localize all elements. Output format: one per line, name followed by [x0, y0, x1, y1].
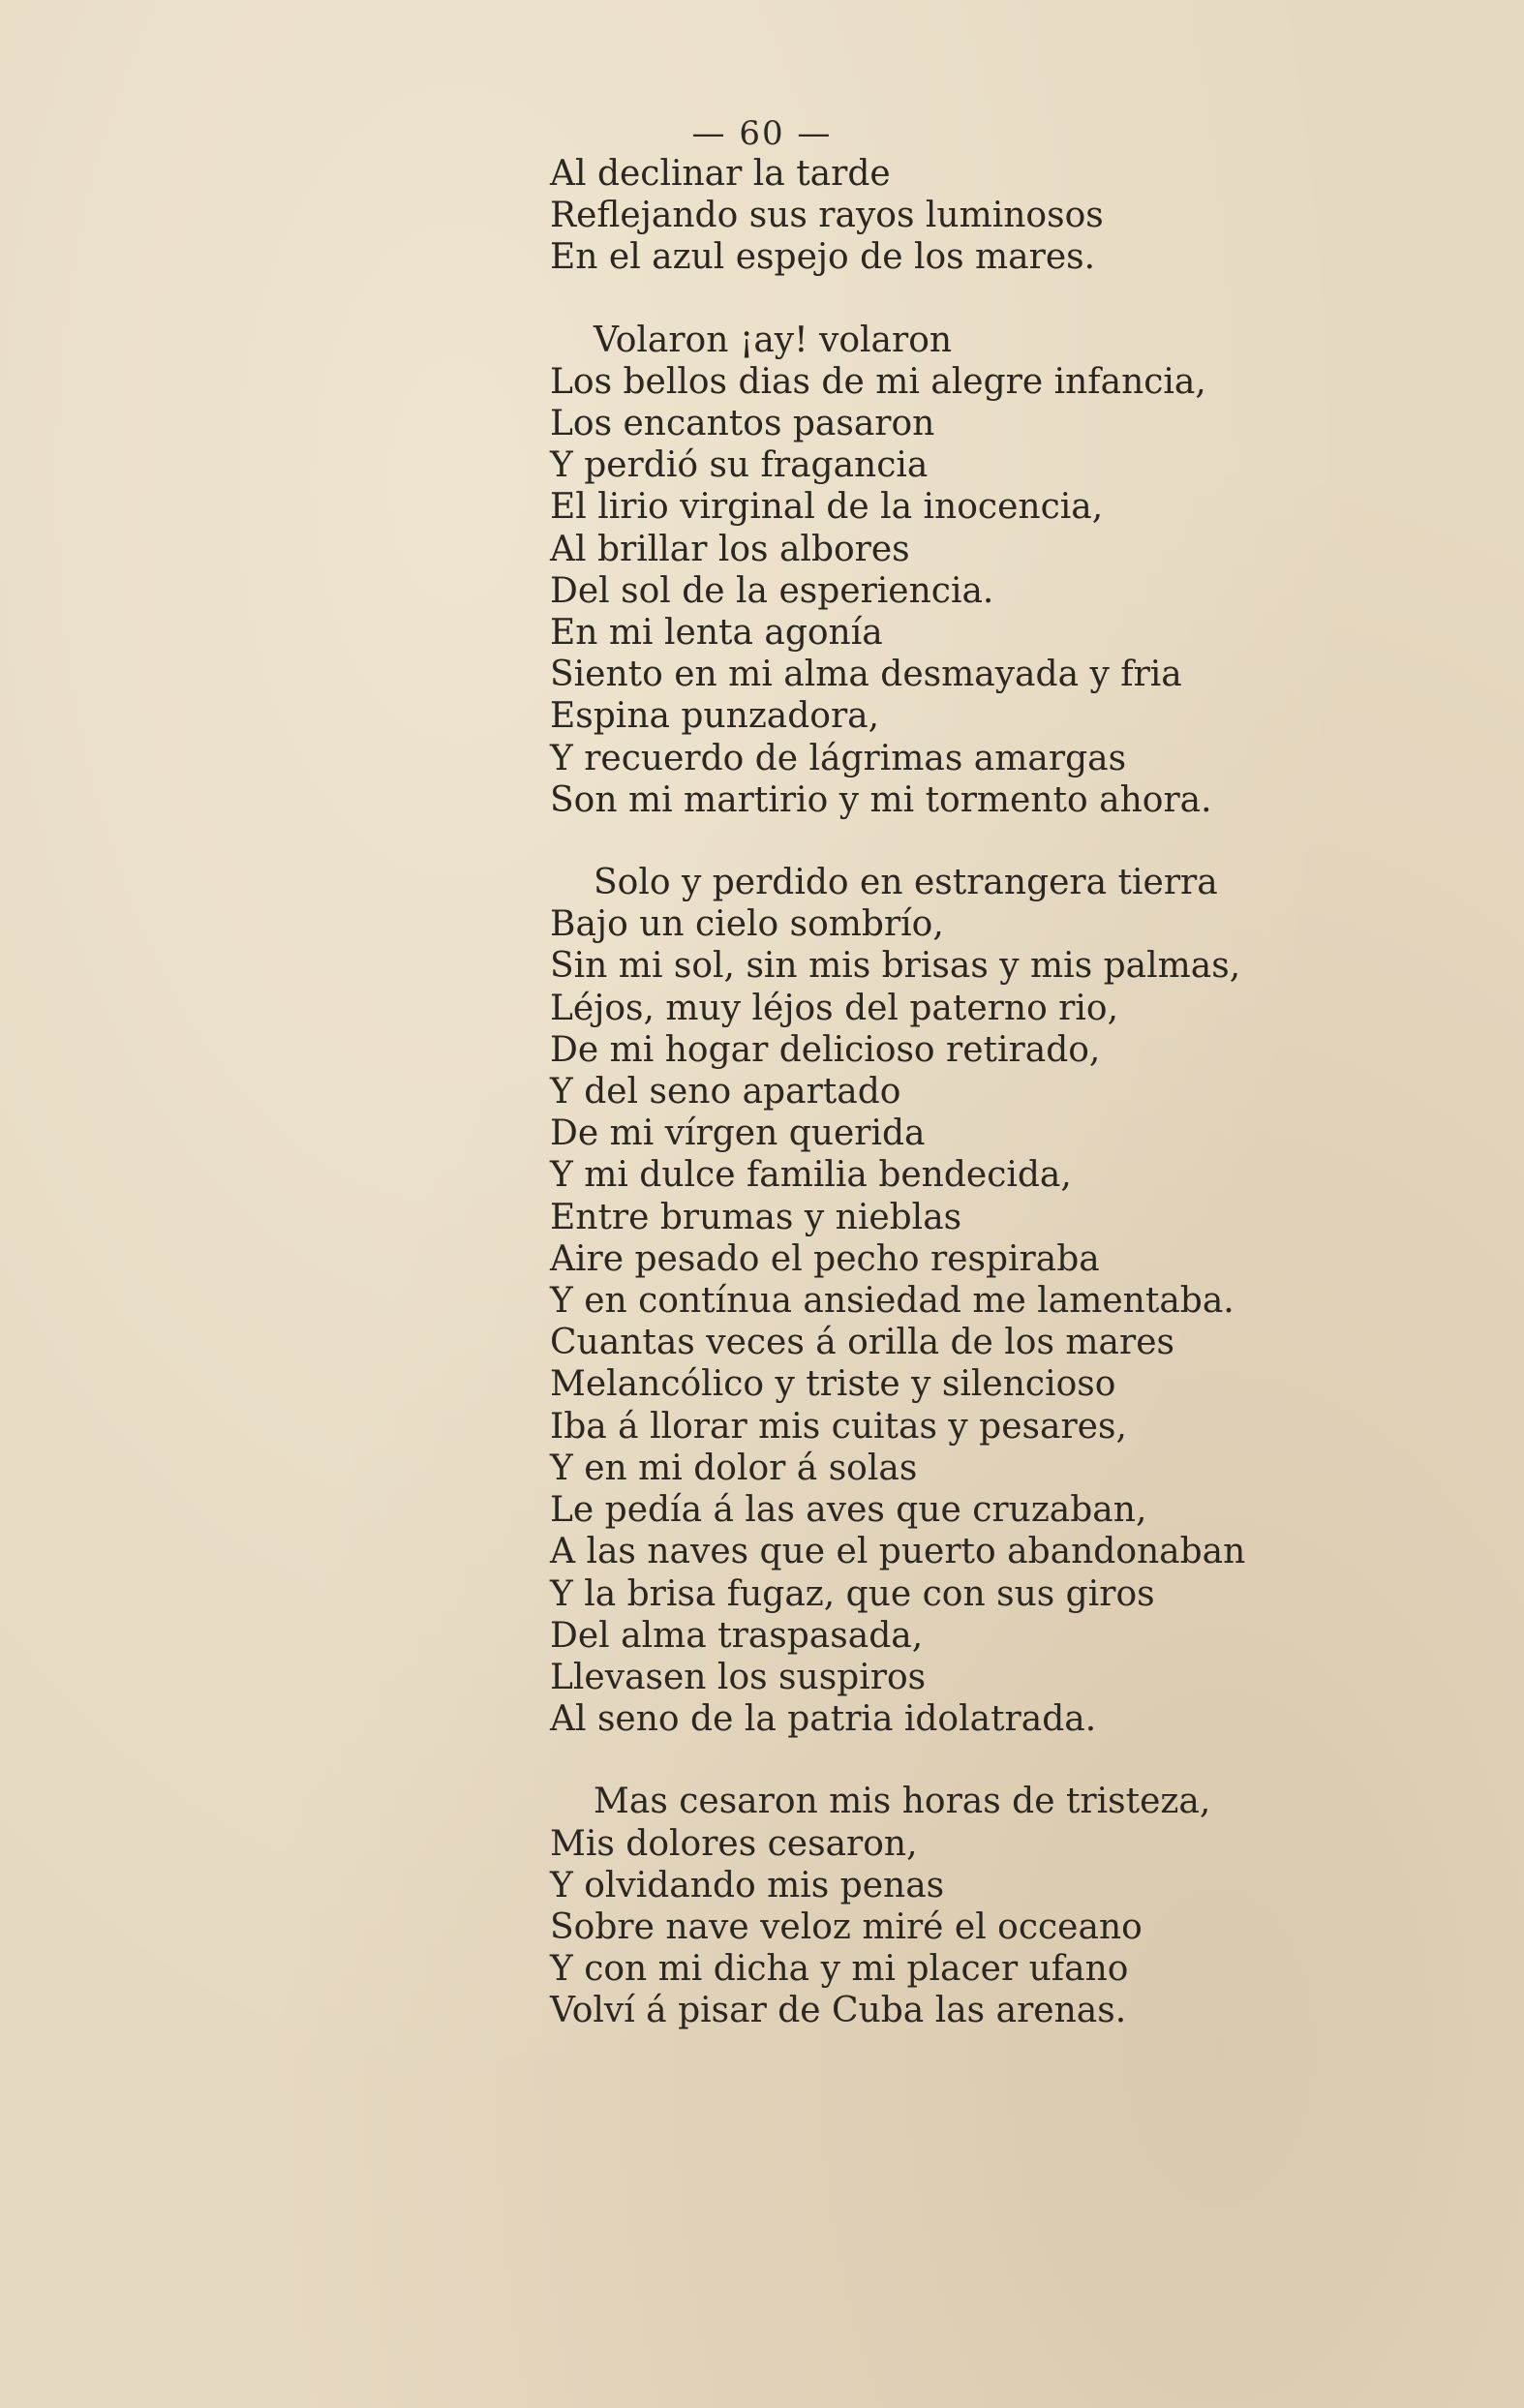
poem-line: Y en contínua ansiedad me lamentaba. [550, 1281, 1234, 1322]
poem-line: Y la brisa fugaz, que con sus giros [550, 1573, 1155, 1614]
poem-line: Y mi dulce familia bendecida, [550, 1155, 1072, 1196]
poem-line: Entre brumas y nieblas [550, 1197, 962, 1237]
poem-line: Al seno de la patria idolatrada. [550, 1699, 1097, 1740]
poem-line: Y con mi dicha y mi placer ufano [550, 1949, 1129, 1990]
stanza [550, 862, 1305, 1740]
poem-line: Del sol de la esperiencia. [550, 570, 994, 611]
poem-line: Siento en mi alma desmayada y fria [550, 655, 1182, 695]
poem-line: Son mi martirio y mi tormento ahora. [550, 779, 1212, 820]
poem-line: De mi hogar delicioso retirado, [550, 1029, 1101, 1070]
poem-line: Melancólico y triste y silencioso [550, 1364, 1116, 1405]
stanza [550, 320, 1305, 821]
poem-line: Los encantos pasaron [550, 404, 935, 444]
poem-line: En mi lenta agonía [550, 613, 883, 654]
poem-line: Aire pesado el pecho respiraba [550, 1238, 1100, 1279]
poem-line: Y en mi dolor á solas [550, 1448, 918, 1488]
poem-line: Sobre nave veloz miré el occeano [550, 1906, 1143, 1947]
poem-line: Sin mi sol, sin mis brisas y mis palmas, [550, 946, 1241, 987]
poem-line: A las naves que el puerto abandonaban [550, 1532, 1246, 1572]
poem-line: Los bellos dias de mi alegre infancia, [550, 361, 1206, 402]
poem-line: Al declinar la tarde [550, 154, 891, 194]
poem-line: Bajo un cielo sombrío, [550, 904, 944, 945]
poem-line: En el azul espejo de los mares. [550, 237, 1096, 278]
poem-line: Mas cesaron mis horas de tristeza, [594, 1782, 1211, 1822]
poem-line: Al brillar los albores [550, 529, 910, 569]
poem-line: Léjos, muy léjos del paterno rio, [550, 988, 1119, 1028]
poem-line: Y del seno apartado [550, 1072, 901, 1113]
poem-line: Cuantas veces á orilla de los mares [550, 1323, 1174, 1363]
poem-line: Mis dolores cesaron, [550, 1823, 918, 1864]
poem-line: Le pedía á las aves que cruzaban, [550, 1490, 1147, 1531]
poem-line: Y perdió su fragancia [550, 445, 929, 486]
poem-line: Espina punzadora, [550, 696, 880, 737]
poem-line: Del alma traspasada, [550, 1615, 924, 1656]
stanza [550, 153, 1305, 279]
poem-line: Y recuerdo de lágrimas amargas [550, 738, 1127, 778]
poem-line: El lirio virginal de la inocencia, [550, 487, 1104, 528]
poem-line: Volví á pisar de Cuba las arenas. [550, 1991, 1127, 2031]
poem-line: De mi vírgen querida [550, 1113, 926, 1154]
poem-line: Llevasen los suspiros [550, 1657, 927, 1697]
stanza [550, 1781, 1305, 2031]
poem-line: Solo y perdido en estrangera tierra [594, 863, 1218, 903]
poem-line: Iba á llorar mis cuitas y pesares, [550, 1406, 1127, 1447]
poem [550, 153, 1305, 2073]
poem-line: Y olvidando mis penas [550, 1865, 945, 1905]
poem-line: Volaron ¡ay! volaron [594, 320, 953, 360]
poem-line: Reflejando sus rayos luminosos [550, 196, 1104, 236]
page-number: — 60 — [691, 114, 833, 153]
